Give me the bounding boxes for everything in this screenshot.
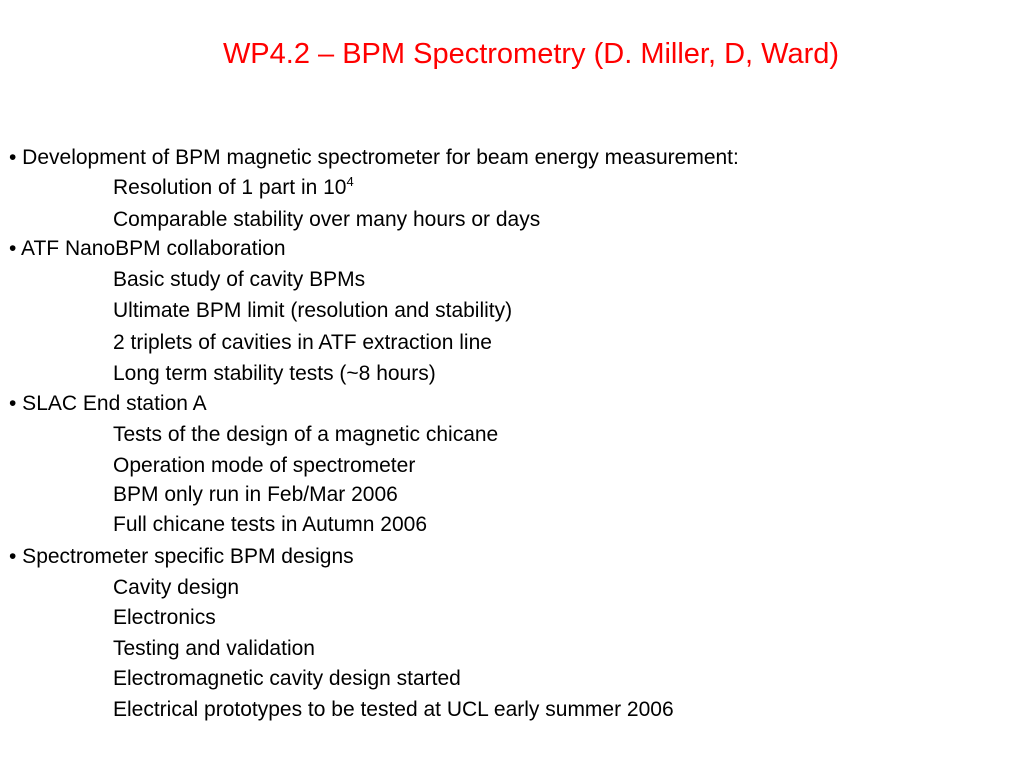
sub-item: BPM only run in Feb/Mar 2006 [113, 483, 398, 506]
sub-item [113, 176, 354, 200]
bullet-item: • Spectrometer specific BPM designs [9, 545, 354, 568]
slide-title: WP4.2 – BPM Spectrometry (D. Miller, D, Ward) [222, 38, 840, 70]
sub-item: Electromagnetic cavity design started [113, 667, 461, 690]
bullet-item: • ATF NanoBPM collaboration [9, 237, 286, 260]
superscript: 4 [346, 174, 354, 189]
sub-item: Operation mode of spectrometer [113, 454, 416, 477]
sub-item: Testing and validation [113, 637, 315, 660]
sub-item-text: Resolution of 1 part in 10 [113, 176, 347, 199]
sub-item: Full chicane tests in Autumn 2006 [113, 513, 428, 536]
sub-item: Electrical prototypes to be tested at UCL early summer 2006 [113, 698, 674, 721]
bullet-item: • SLAC End station A [9, 392, 207, 415]
sub-item: Cavity design [113, 576, 240, 599]
sub-item: Ultimate BPM limit (resolution and stability) [113, 299, 513, 322]
bullet-item: • Development of BPM magnetic spectrometer for beam energy measurement: [9, 146, 739, 169]
sub-item: 2 triplets of cavities in ATF extraction line [113, 331, 492, 354]
sub-item: Comparable stability over many hours or days [113, 208, 541, 231]
sub-item: Basic study of cavity BPMs [113, 268, 366, 291]
sub-item: Long term stability tests (~8 hours) [113, 362, 436, 385]
sub-item: Electronics [113, 606, 216, 629]
sub-item: Tests of the design of a magnetic chicane [113, 423, 499, 446]
